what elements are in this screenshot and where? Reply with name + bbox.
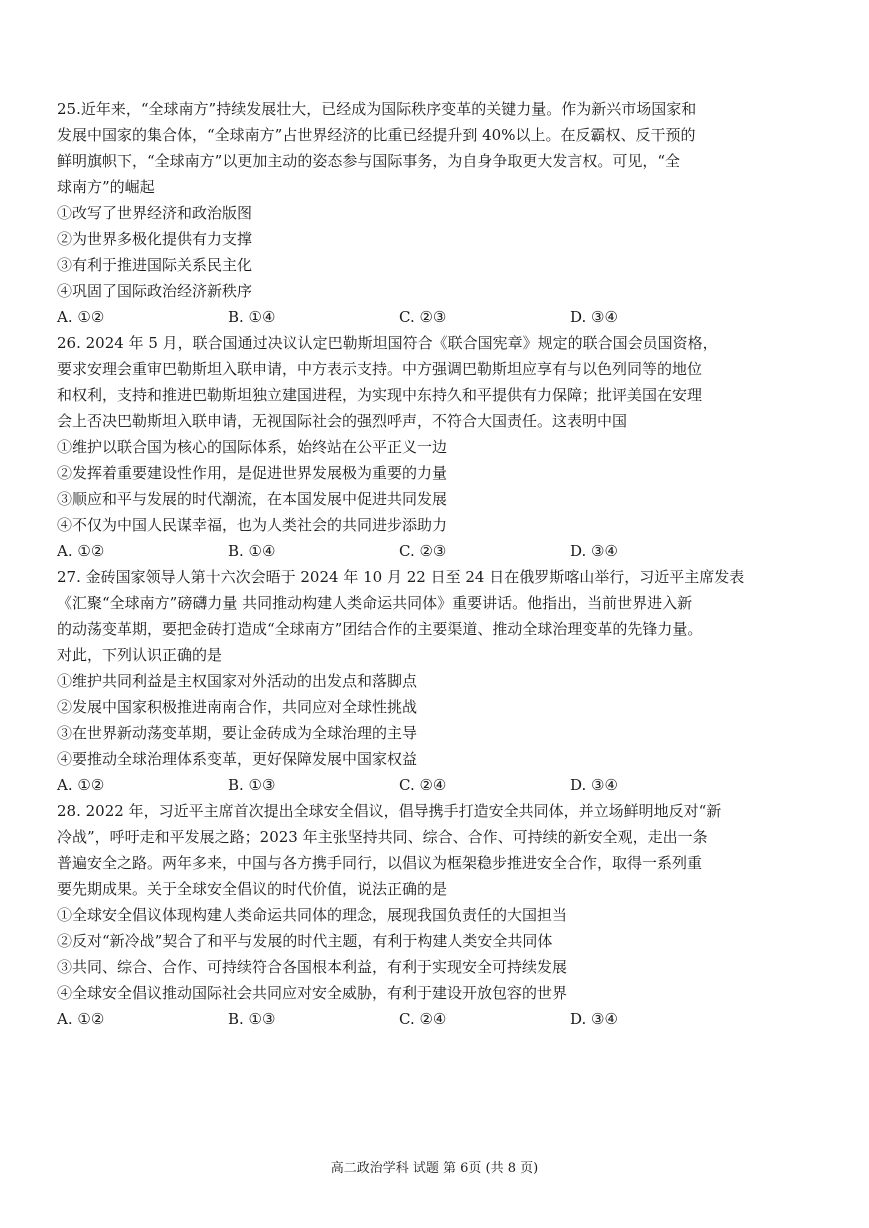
option-c: C. ②③ — [399, 308, 447, 326]
question-stem-line: 鲜明旗帜下，“全球南方”以更加主动的姿态参与国际事务，为自身争取更大发言权。可见，“全 — [57, 152, 681, 170]
option-d: D. ③④ — [570, 542, 618, 560]
question-stem-line: 28. 2022 年，习近平主席首次提出全球安全倡议，倡导携手打造安全共同体，并立场鲜明地反对“新 — [57, 802, 722, 820]
question-stem-line: 普遍安全之路。两年多来，中国与各方携手同行，以倡议为框架稳步推进安全合作，取得一系列重 — [57, 854, 703, 872]
option-b: B. ①④ — [228, 308, 276, 326]
statement-item: ④不仅为中国人民谋幸福，也为人类社会的共同进步添助力 — [57, 516, 448, 534]
question-stem-line: 发展中国家的集合体，“全球南方”占世界经济的比重已经提升到 40%以上。在反霸权、反干预的 — [57, 126, 696, 144]
option-b: B. ①③ — [228, 1010, 276, 1028]
statement-item: ②反对“新冷战”契合了和平与发展的时代主题，有利于构建人类安全共同体 — [57, 932, 553, 950]
statement-item: ②发挥着重要建设性作用，是促进世界发展极为重要的力量 — [57, 464, 448, 482]
question-25 — [57, 96, 815, 330]
option-d: D. ③④ — [570, 308, 618, 326]
statement-item: ①维护共同利益是主权国家对外活动的出发点和落脚点 — [57, 672, 418, 690]
answer-options — [57, 772, 815, 798]
question-stem-line: 《汇聚“全球南方”磅礴力量 共同推动构建人类命运共同体》重要讲话。他指出，当前世界进入新 — [57, 594, 693, 612]
statement-item: ②发展中国家积极推进南南合作，共同应对全球性挑战 — [57, 698, 418, 716]
option-c: C. ②③ — [399, 542, 447, 560]
question-stem-line: 对此，下列认识正确的是 — [57, 646, 223, 664]
statement-item: ③在世界新动荡变革期，要让金砖成为全球治理的主导 — [57, 724, 418, 742]
question-stem-line: 冷战”，呼吁走和平发展之路；2023 年主张坚持共同、综合、合作、可持续的新安全观，走出一条 — [57, 828, 708, 846]
page-footer: 高二政治学科 试题 第 6页 (共 8 页) — [330, 1161, 539, 1176]
statement-item: ①改写了世界经济和政治版图 — [57, 204, 253, 222]
statement-item: ③顺应和平与发展的时代潮流，在本国发展中促进共同发展 — [57, 490, 448, 508]
statement-item: ②为世界多极化提供有力支撑 — [57, 230, 253, 248]
option-b: B. ①④ — [228, 542, 276, 560]
question-stem-line: 27. 金砖国家领导人第十六次会晤于 2024 年 10 月 22 日至 24 日在俄罗斯喀山举行，习近平主席发表 — [57, 568, 745, 586]
statement-item: ④全球安全倡议推动国际社会共同应对安全威胁，有利于建设开放包容的世界 — [57, 984, 568, 1002]
question-stem-line: 球南方”的崛起 — [57, 178, 155, 196]
question-stem-line: 25.近年来，“全球南方”持续发展壮大，已经成为国际秩序变革的关键力量。作为新兴市场国家和 — [57, 100, 697, 118]
statement-item: ①维护以联合国为核心的国际体系，始终站在公平正义一边 — [57, 438, 448, 456]
question-stem-line: 要先期成果。关于全球安全倡议的时代价值，说法正确的是 — [57, 880, 448, 898]
statement-item: ①全球安全倡议体现构建人类命运共同体的理念，展现我国负责任的大国担当 — [57, 906, 568, 924]
option-a: A. ①② — [57, 542, 105, 560]
question-28 — [57, 798, 815, 1032]
statement-item: ④巩固了国际政治经济新秩序 — [57, 282, 253, 300]
option-c: C. ②④ — [399, 776, 447, 794]
answer-options — [57, 538, 815, 564]
option-b: B. ①③ — [228, 776, 276, 794]
option-a: A. ①② — [57, 1010, 105, 1028]
answer-options — [57, 304, 815, 330]
question-stem-line: 的动荡变革期，要把金砖打造成“全球南方”团结合作的主要渠道、推动全球治理变革的先锋力量。 — [57, 620, 703, 638]
question-stem-line: 和权利，支持和推进巴勒斯坦独立建国进程，为实现中东持久和平提供有力保障；批评美国在安理 — [57, 386, 703, 404]
statement-item: ④要推动全球治理体系变革，更好保障发展中国家权益 — [57, 750, 418, 768]
question-stem-line: 26. 2024 年 5 月，联合国通过决议认定巴勒斯坦国符合《联合国宪章》规定的联合国会员国资格， — [57, 334, 718, 352]
answer-options — [57, 1006, 815, 1032]
option-d: D. ③④ — [570, 1010, 618, 1028]
question-stem-line: 要求安理会重审巴勒斯坦入联申请，中方表示支持。中方强调巴勒斯坦应享有与以色列同等的地位 — [57, 360, 703, 378]
question-26 — [57, 330, 815, 564]
question-27 — [57, 564, 815, 798]
option-a: A. ①② — [57, 308, 105, 326]
exam-page — [57, 96, 815, 1032]
option-c: C. ②④ — [399, 1010, 447, 1028]
option-d: D. ③④ — [570, 776, 618, 794]
statement-item: ③有利于推进国际关系民主化 — [57, 256, 253, 274]
question-stem-line: 会上否决巴勒斯坦入联申请，无视国际社会的强烈呼声，不符合大国责任。这表明中国 — [57, 412, 628, 430]
option-a: A. ①② — [57, 776, 105, 794]
statement-item: ③共同、综合、合作、可持续符合各国根本利益，有利于实现安全可持续发展 — [57, 958, 568, 976]
